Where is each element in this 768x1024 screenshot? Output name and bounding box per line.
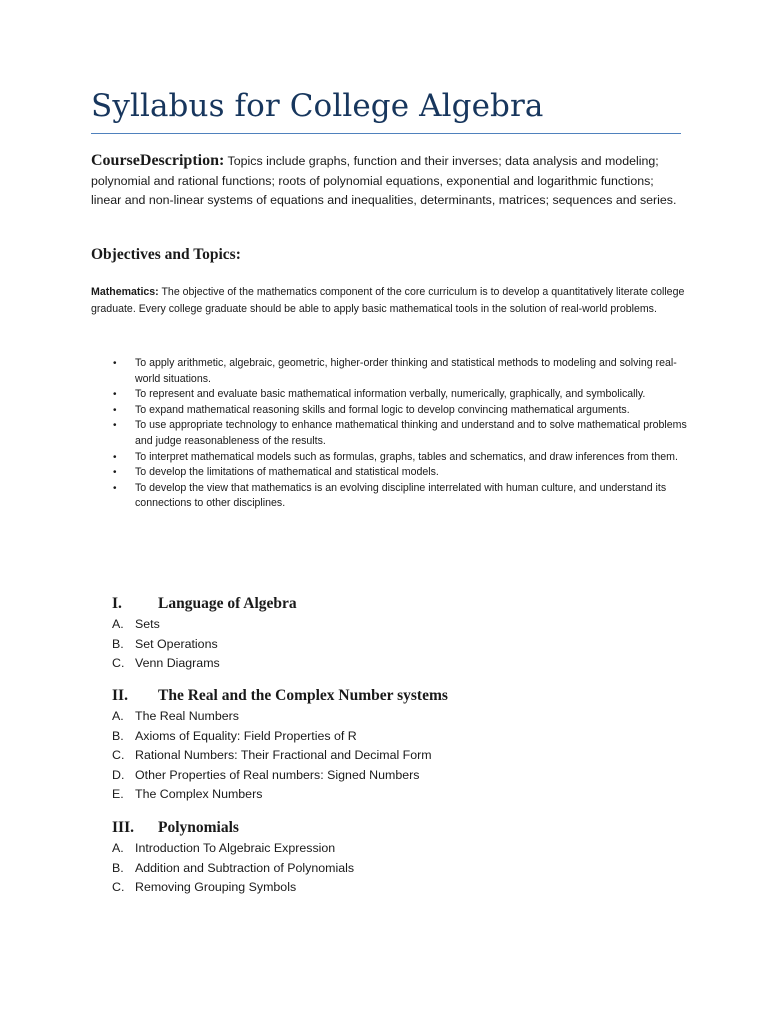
- objective-text: To develop the view that mathematics is an evolving discipline interrelated with human culture, and understand its connections to other disciplines.: [135, 481, 667, 510]
- list-item: [91, 387, 691, 403]
- list-item: [91, 615, 691, 635]
- title-underline: [91, 133, 681, 134]
- item-letter: A.: [112, 617, 124, 631]
- objective-text: To use appropriate technology to enhance mathematical thinking and understand and to solve mathematical problems and judge reasonableness of the results.: [135, 419, 687, 447]
- item-letter: E.: [112, 787, 124, 801]
- item-text: Removing Grouping Symbols: [135, 880, 297, 894]
- item-text: Axioms of Equality: Field Properties of R: [135, 728, 357, 743]
- item-letter: C.: [112, 656, 125, 670]
- mathematics-text: The objective of the mathematics component of the core curriculum is to develop a quantitatively literate college graduate. Every college graduate should be able to apply basic mathematical tools in the solution of real-world problems.: [91, 286, 685, 316]
- list-item: [91, 481, 691, 512]
- bullet-icon: •: [113, 420, 117, 432]
- list-item: [91, 878, 691, 898]
- item-letter: C.: [112, 880, 125, 894]
- section-heading: [91, 593, 691, 615]
- objective-text: To develop the limitations of mathematical and statistical models.: [135, 466, 439, 479]
- section-items: [91, 615, 691, 674]
- list-item: [91, 654, 691, 674]
- course-description: [91, 151, 686, 211]
- list-item: [91, 450, 691, 466]
- course-description-colon: :: [218, 152, 225, 169]
- section-real-and-complex-numbers: [91, 685, 691, 805]
- list-item: [91, 859, 691, 879]
- list-item: [91, 707, 691, 727]
- section-polynomials: [91, 817, 691, 898]
- list-item: [91, 839, 691, 859]
- section-number: II.: [112, 687, 128, 704]
- item-text: Venn Diagrams: [135, 656, 220, 670]
- list-item: [91, 465, 691, 481]
- bullet-icon: •: [113, 451, 117, 463]
- mathematics-paragraph: [91, 284, 686, 319]
- bullet-icon: •: [113, 404, 117, 416]
- section-items: [91, 839, 691, 898]
- objective-text: To apply arithmetic, algebraic, geometric, higher-order thinking and statistical methods to modeling and solving real-world situations.: [135, 357, 677, 385]
- bullet-icon: •: [113, 389, 117, 401]
- section-title: Language of Algebra: [158, 595, 297, 612]
- item-text: Introduction To Algebraic Expression: [135, 841, 336, 855]
- objective-text: To interpret mathematical models such as formulas, graphs, tables and schematics, and draw inferences from them.: [135, 450, 678, 463]
- list-item: [91, 403, 691, 419]
- mathematics-label: Mathematics:: [91, 286, 159, 298]
- bullet-icon: •: [113, 358, 117, 369]
- item-text: The Real Numbers: [135, 709, 239, 723]
- item-letter: A.: [112, 841, 124, 855]
- section-heading: [91, 817, 691, 839]
- list-item: [91, 635, 691, 655]
- course-description-text: Topics include graphs, function and their inverses; data analysis and modeling; polynomial and rational functions; roots of polynomial equations, exponential and logarithmic functions; linear and non-linear systems of equations and inequalities, determinants, matrices; sequences and series.: [91, 154, 677, 207]
- document-title: Syllabus for College Algebra: [91, 88, 544, 124]
- item-letter: B.: [112, 728, 124, 743]
- section-number: III.: [112, 819, 134, 836]
- section-number: I.: [112, 595, 122, 612]
- objectives-heading: Objectives and Topics:: [91, 246, 241, 263]
- item-text: Addition and Subtraction of Polynomials: [135, 860, 355, 875]
- item-letter: C.: [112, 748, 125, 762]
- section-items: [91, 707, 691, 805]
- list-item: [91, 356, 691, 387]
- item-text: Other Properties of Real numbers: Signed Numbers: [135, 767, 420, 782]
- item-text: Rational Numbers: Their Fractional and Decimal Form: [135, 748, 432, 762]
- section-title: The Real and the Complex Number systems: [158, 687, 448, 704]
- list-item: [91, 727, 691, 747]
- objective-text: To represent and evaluate basic mathematical information verbally, numerically, graphically, and symbolically.: [135, 388, 646, 401]
- item-letter: B.: [112, 860, 124, 875]
- item-letter: A.: [112, 709, 124, 723]
- list-item: [91, 785, 691, 805]
- item-text: Set Operations: [135, 636, 218, 651]
- list-item: [91, 766, 691, 786]
- list-item: [91, 746, 691, 766]
- item-text: Sets: [135, 617, 160, 631]
- objectives-list: [91, 356, 691, 512]
- bullet-icon: •: [113, 482, 117, 494]
- bullet-icon: •: [113, 467, 117, 479]
- section-title: Polynomials: [158, 819, 239, 836]
- section-heading: [91, 685, 691, 707]
- item-letter: D.: [112, 767, 125, 782]
- list-item: [91, 418, 691, 449]
- objective-text: To expand mathematical reasoning skills and formal logic to develop convincing mathematical arguments.: [135, 403, 630, 416]
- item-letter: B.: [112, 636, 124, 651]
- section-language-of-algebra: [91, 593, 691, 674]
- item-text: The Complex Numbers: [135, 787, 263, 801]
- course-description-label: CourseDescription: [91, 152, 219, 169]
